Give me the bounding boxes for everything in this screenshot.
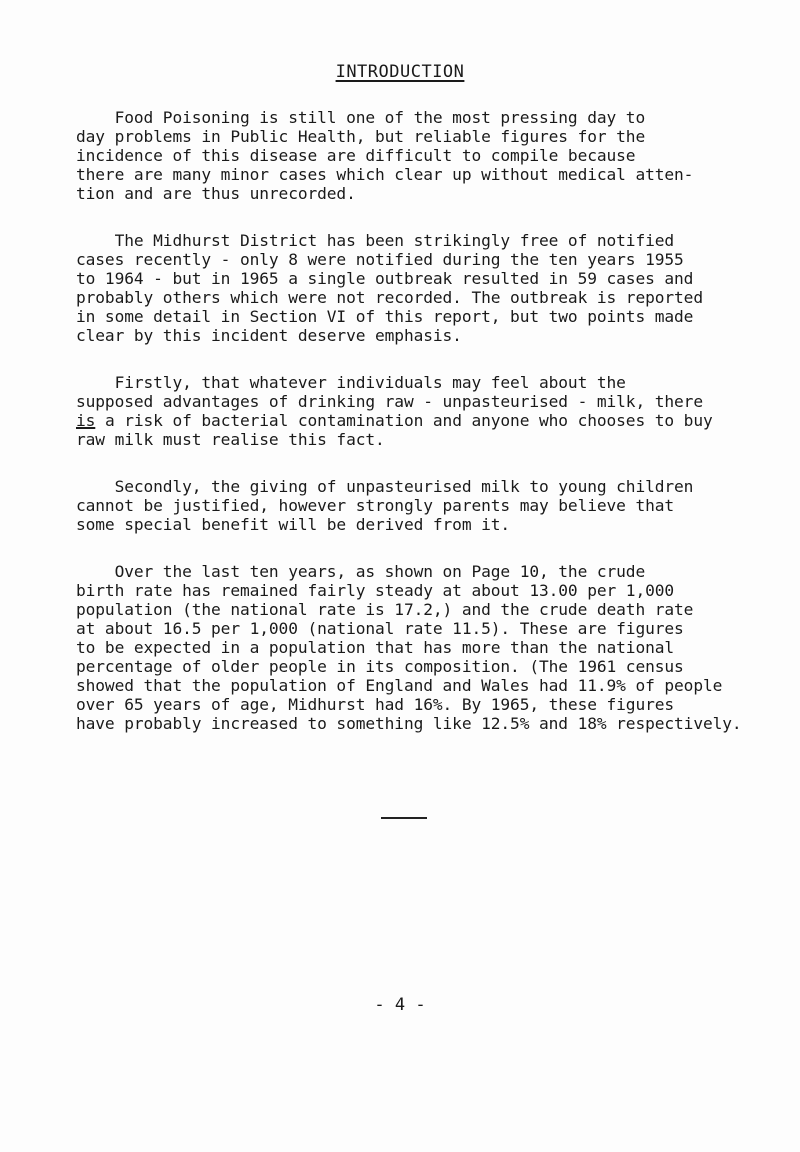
text-line: some special benefit will be derived from it.	[76, 515, 511, 534]
text-line: raw milk must realise this fact.	[76, 430, 385, 449]
page-title	[0, 62, 800, 82]
text-line: showed that the population of England and Wales had 11.9% of people	[76, 676, 723, 695]
text-line: to 1964 - but in 1965 a single outbreak resulted in 59 cases and	[76, 269, 694, 288]
section-divider	[381, 817, 427, 819]
paragraph-secondly	[76, 477, 776, 534]
emphasis-line-rest: a risk of bacterial contamination and anyone who chooses to buy	[95, 411, 713, 430]
text-line: birth rate has remained fairly steady at about 13.00 per 1,000	[76, 581, 675, 600]
text-line: population (the national rate is 17.2,) and the crude death rate	[76, 600, 694, 619]
text-line: cases recently - only 8 were notified during the ten years 1955	[76, 250, 684, 269]
paragraph-birth-death-rates	[76, 562, 776, 733]
page-title-text: INTRODUCTION	[335, 62, 465, 82]
text-line: to be expected in a population that has more than the national	[76, 638, 675, 657]
text-line: tion and are thus unrecorded.	[76, 184, 356, 203]
paragraph-midhurst-district	[76, 231, 776, 345]
paragraph-food-poisoning	[76, 108, 776, 203]
text-line: Secondly, the giving of unpasteurised milk to young children	[76, 477, 694, 496]
emphasis-word: is	[76, 411, 96, 430]
text-line: day problems in Public Health, but reliable figures for the	[76, 127, 646, 146]
text-line: Over the last ten years, as shown on Page 10, the crude	[76, 562, 646, 581]
text-line: at about 16.5 per 1,000 (national rate 11.5). These are figures	[76, 619, 684, 638]
paragraph-firstly	[76, 373, 776, 449]
text-line: incidence of this disease are difficult to compile because	[76, 146, 636, 165]
text-line: in some detail in Section VI of this report, but two points made	[76, 307, 694, 326]
text-line: percentage of older people in its composition. (The 1961 census	[76, 657, 684, 676]
text-line: Food Poisoning is still one of the most pressing day to	[76, 108, 646, 127]
text-line: supposed advantages of drinking raw - unpasteurised - milk, there	[76, 392, 703, 411]
text-line: there are many minor cases which clear up without medical atten-	[76, 165, 694, 184]
text-line: probably others which were not recorded. The outbreak is reported	[76, 288, 703, 307]
text-line-emphasis	[76, 411, 776, 430]
body-text	[76, 108, 776, 761]
text-line: Firstly, that whatever individuals may feel about the	[76, 373, 626, 392]
page-number: - 4 -	[374, 995, 426, 1015]
text-line: have probably increased to something like 12.5% and 18% respectively.	[76, 714, 742, 733]
text-line: over 65 years of age, Midhurst had 16%. By 1965, these figures	[76, 695, 675, 714]
text-line: The Midhurst District has been strikingly free of notified	[76, 231, 675, 250]
text-line: cannot be justified, however strongly parents may believe that	[76, 496, 675, 515]
text-line: clear by this incident deserve emphasis.	[76, 326, 462, 345]
